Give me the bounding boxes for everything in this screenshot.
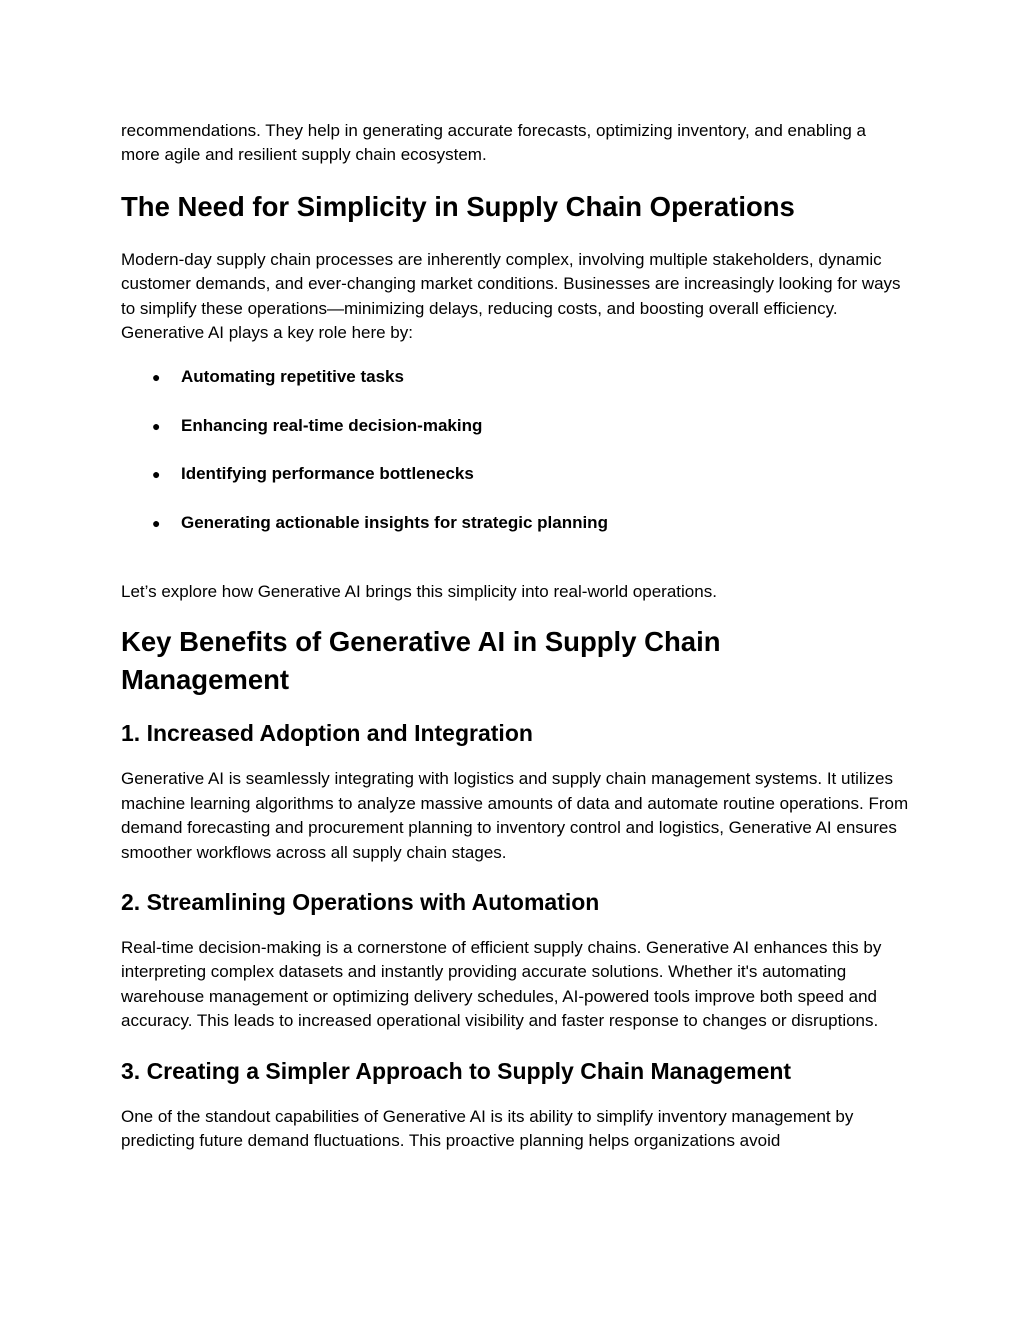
bullet-icon: ● bbox=[152, 466, 161, 483]
bullet-item bbox=[121, 511, 911, 535]
simplicity-closing-paragraph: Let’s explore how Generative AI brings this simplicity into real-world operations. bbox=[121, 581, 717, 601]
bullet-text: Automating repetitive tasks bbox=[181, 367, 404, 387]
bullet-icon: ● bbox=[152, 417, 161, 434]
section-heading-benefits: Key Benefits of Generative AI in Supply Chain Management bbox=[121, 626, 721, 696]
automation-paragraph: Real-time decision-making is a cornerstone of efficient supply chains. Generative AI enhances this by interpreting complex datasets and instantly providing accurate solutions. Whether it's automating warehouse management or optimizing delivery schedules, AI-powered tools improve both speed and accuracy. This leads to increased operational visibility and faster response to changes or disruptions. bbox=[121, 937, 882, 1031]
subsection-heading-adoption: 1. Increased Adoption and Integration bbox=[121, 720, 533, 747]
subsection-heading-automation: 2. Streamlining Operations with Automation bbox=[121, 888, 600, 915]
simplicity-paragraph: Modern-day supply chain processes are inherently complex, involving multiple stakeholders, dynamic customer demands, and ever-changing market conditions. Businesses are increasingly looking for ways to simplify these operations—minimizing delays, reducing costs, and boosting overall efficiency. Generative AI plays a key role here by: bbox=[121, 249, 901, 343]
bullet-text: Generating actionable insights for strategic planning bbox=[181, 512, 608, 532]
document-page bbox=[121, 119, 911, 1153]
simplicity-bullet-list bbox=[121, 365, 911, 535]
bullet-text: Identifying performance bottlenecks bbox=[181, 464, 474, 484]
intro-paragraph: recommendations. They help in generating accurate forecasts, optimizing inventory, and enabling a more agile and resilient supply chain ecosystem. bbox=[121, 121, 866, 165]
bullet-item bbox=[121, 462, 911, 486]
bullet-icon: ● bbox=[152, 369, 161, 386]
bullet-item bbox=[121, 414, 911, 438]
bullet-icon: ● bbox=[152, 514, 161, 531]
adoption-paragraph: Generative AI is seamlessly integrating with logistics and supply chain management systems. It utilizes machine learning algorithms to analyze massive amounts of data and automate routine operations. From demand forecasting and procurement planning to inventory control and logistics, Generative AI ensures smoother workflows across all supply chain stages. bbox=[121, 769, 909, 862]
bullet-item bbox=[121, 365, 911, 389]
bullet-text: Enhancing real-time decision-making bbox=[181, 415, 483, 435]
subsection-heading-simpler-approach: 3. Creating a Simpler Approach to Supply Chain Management bbox=[121, 1057, 792, 1084]
simpler-approach-paragraph: One of the standout capabilities of Generative AI is its ability to simplify inventory management by predicting future demand fluctuations. This proactive planning helps organizations avoid bbox=[121, 1106, 854, 1150]
section-heading-simplicity: The Need for Simplicity in Supply Chain Operations bbox=[121, 190, 795, 222]
